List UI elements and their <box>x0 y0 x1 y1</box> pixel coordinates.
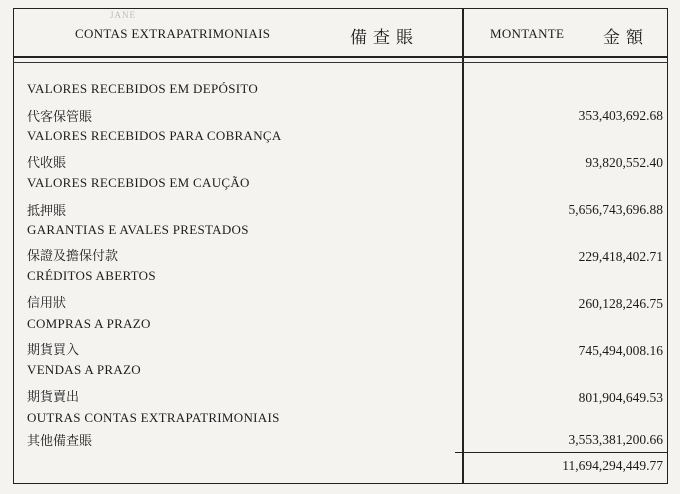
header-rule <box>13 56 668 58</box>
row-label-zh: 抵押賬 <box>27 204 67 219</box>
row-label-zh: 信用狀 <box>27 296 67 311</box>
row-label-pt: CRÉDITOS ABERTOS <box>27 268 156 283</box>
row-label-pt: VALORES RECEBIDOS PARA COBRANÇA <box>27 128 282 143</box>
faded-stamp-text: JANE <box>110 10 136 20</box>
row-label-pt: VALORES RECEBIDOS EM CAUÇÃO <box>27 175 250 190</box>
row-label-zh: 保證及擔保付款 <box>27 249 119 264</box>
header-accounts-pt: CONTAS EXTRAPATRIMONIAIS <box>75 26 271 41</box>
row-label-zh: 其他備查賬 <box>27 434 93 449</box>
header-accounts-zh: 備查賬 <box>350 28 419 48</box>
row-label-zh: 代收賬 <box>27 156 67 171</box>
row-label-pt: OUTRAS CONTAS EXTRAPATRIMONIAIS <box>27 410 280 425</box>
row-label-zh: 期貨賣出 <box>27 390 80 405</box>
row-amount: 5,656,743,696.88 <box>568 202 663 217</box>
row-label-pt: GARANTIAS E AVALES PRESTADOS <box>27 222 249 237</box>
header-amount-zh: 金額 <box>603 28 649 48</box>
row-amount: 801,904,649.53 <box>578 390 663 405</box>
row-amount: 260,128,246.75 <box>578 296 663 311</box>
row-label-pt: VALORES RECEBIDOS EM DEPÓSITO <box>27 81 259 96</box>
row-amount: 745,494,008.16 <box>578 343 663 358</box>
row-amount: 229,418,402.71 <box>578 249 663 264</box>
row-label-pt: VENDAS A PRAZO <box>27 362 141 377</box>
row-amount: 353,403,692.68 <box>578 108 663 123</box>
total-amount: 11,694,294,449.77 <box>562 458 663 473</box>
row-amount: 93,820,552.40 <box>585 155 663 170</box>
row-label-pt: COMPRAS A PRAZO <box>27 316 151 331</box>
total-rule <box>455 452 668 453</box>
row-label-zh: 期貨買入 <box>27 343 80 358</box>
row-amount: 3,553,381,200.66 <box>568 432 663 447</box>
header-rule-double <box>13 62 668 63</box>
column-divider <box>462 8 464 484</box>
header-amount-pt: MONTANTE <box>490 26 565 41</box>
row-label-zh: 代客保管賬 <box>27 110 93 125</box>
